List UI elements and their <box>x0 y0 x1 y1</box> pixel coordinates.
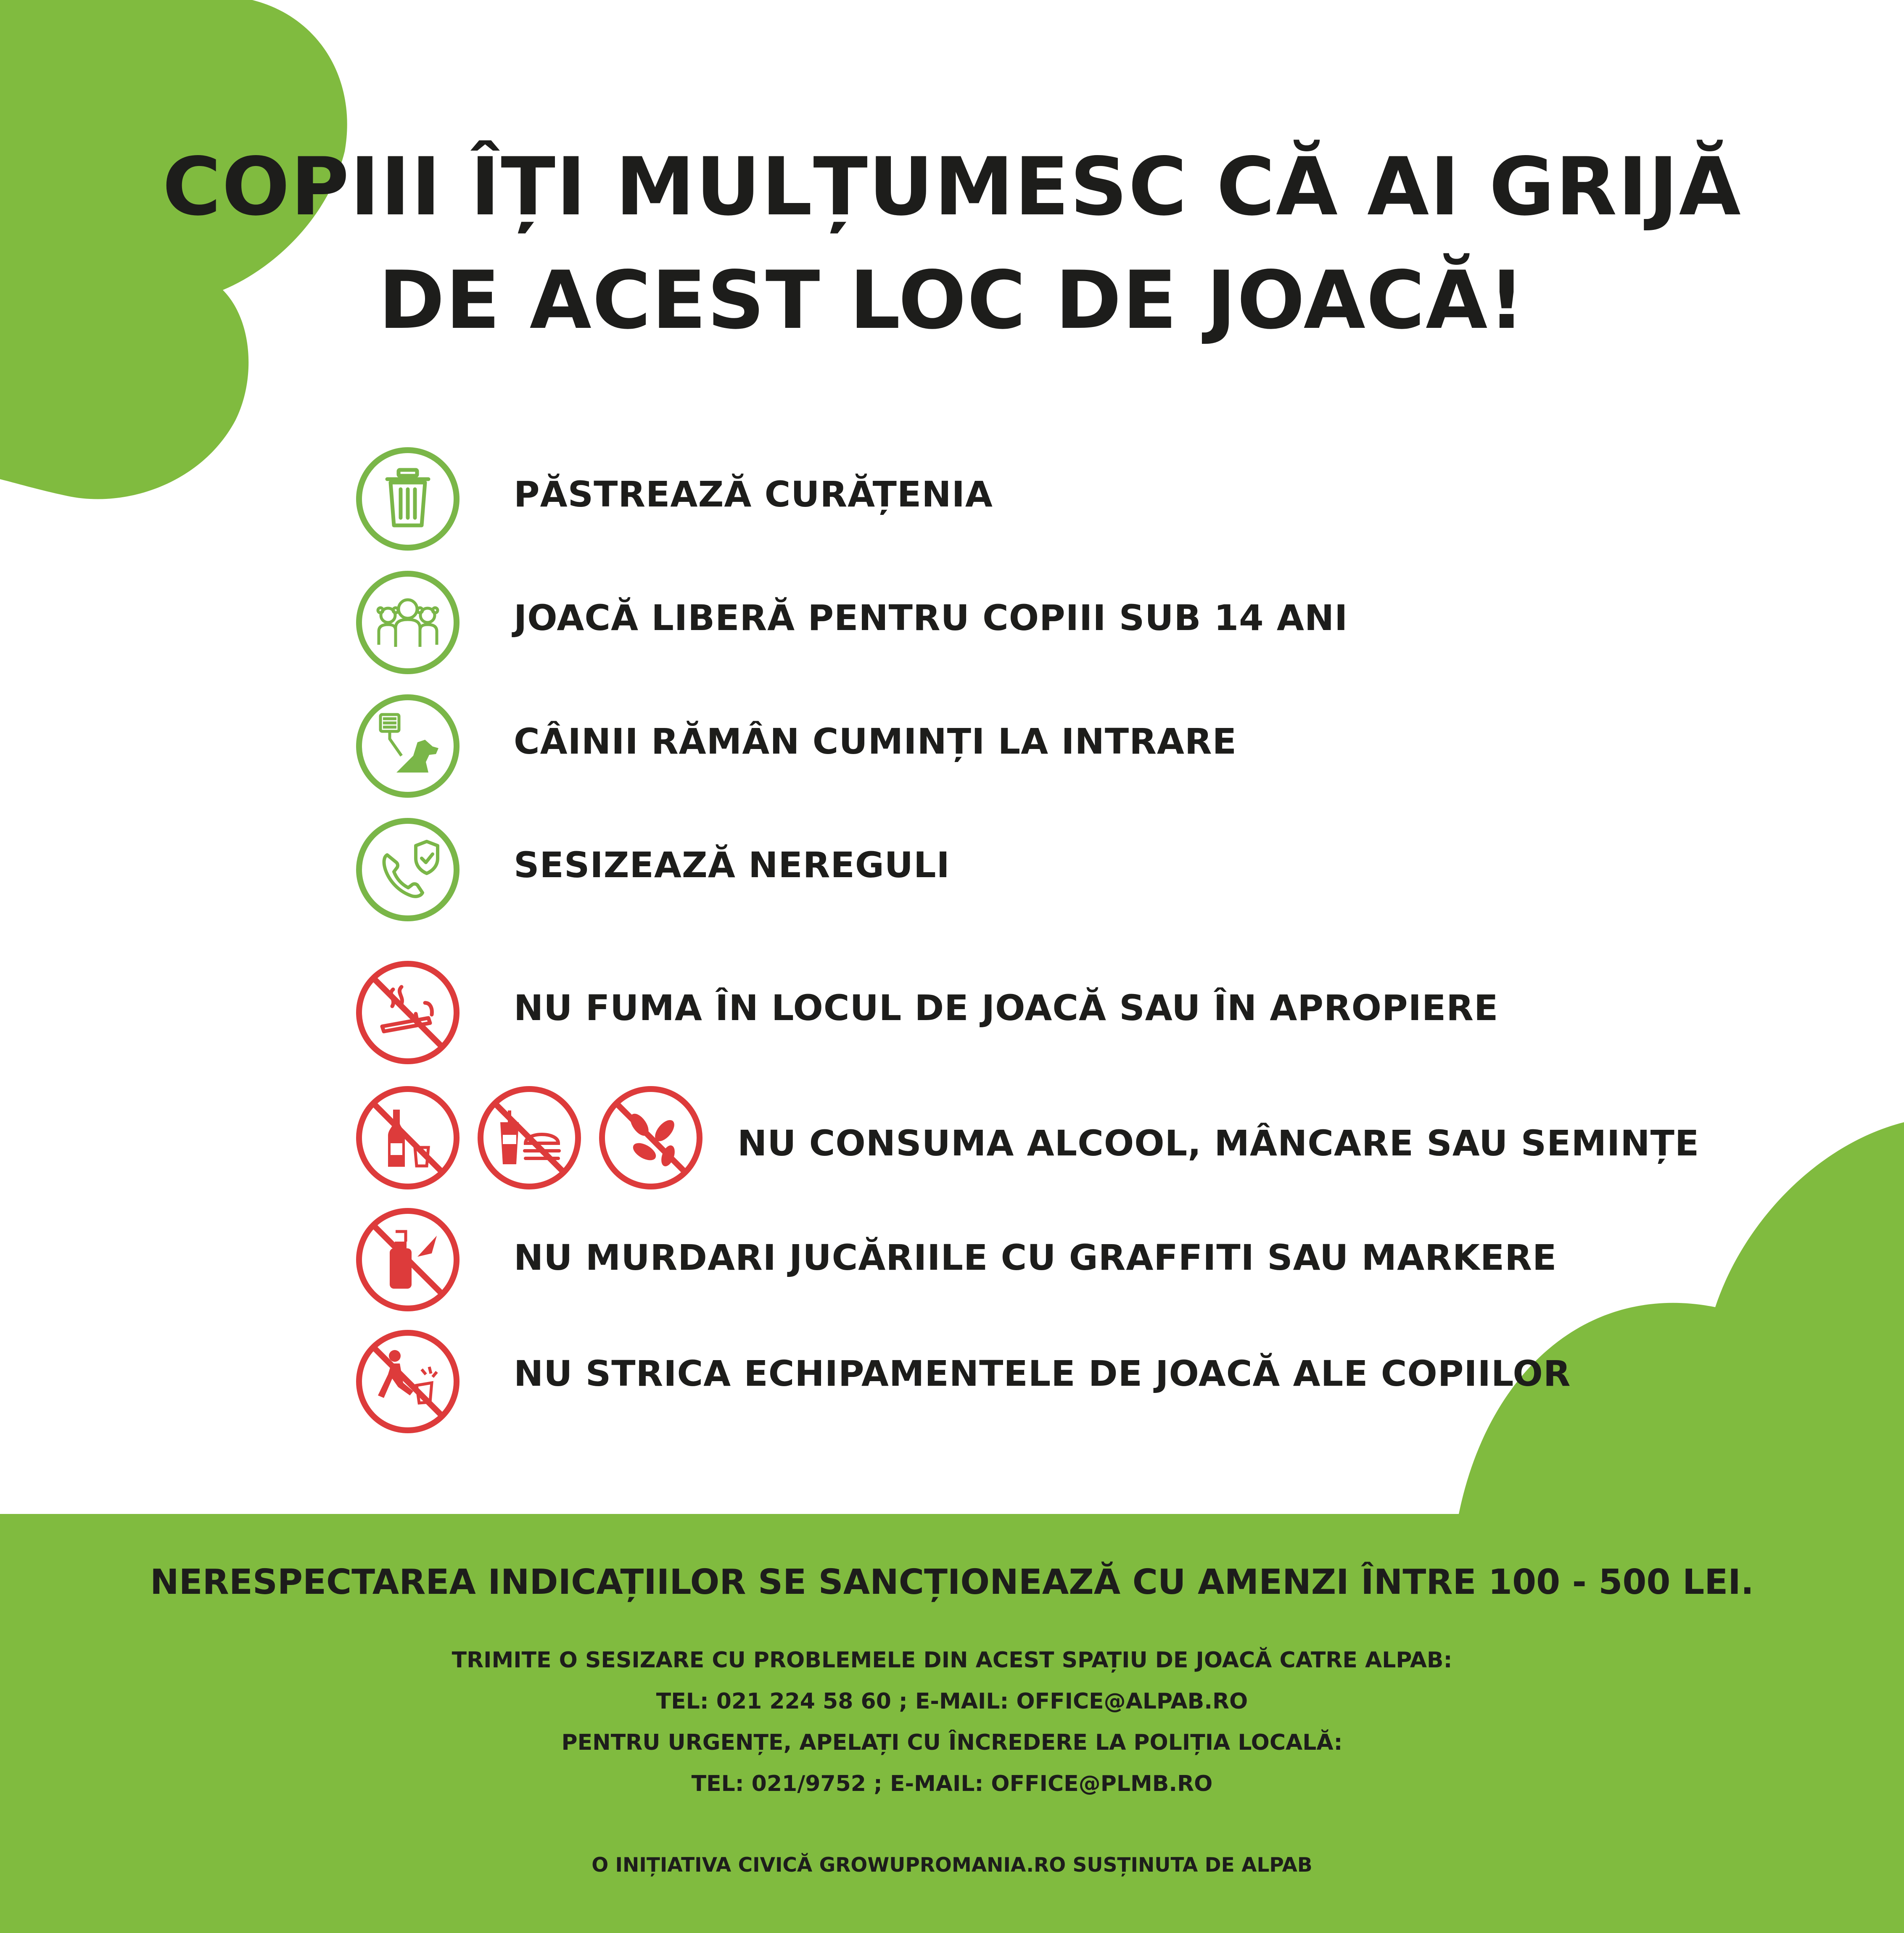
title-line-1: COPIII ÎȚI MULȚUMESC CĂ AI GRIJĂ <box>162 140 1742 233</box>
children-group-icon <box>354 569 461 676</box>
report-line: TRIMITE O SESIZARE CU PROBLEMELE DIN ACEST SPAȚIU DE JOACĂ CATRE ALPAB: <box>452 1648 1452 1673</box>
no-seeds-icon <box>597 1084 704 1191</box>
rule-no-food-alcohol: NU CONSUMA ALCOOL, MÂNCARE SAU SEMINȚE <box>737 1123 1700 1164</box>
decorative-cloud-bottom-right <box>1459 1122 1904 1514</box>
fine-notice: NERESPECTAREA INDICAȚIILOR SE SANCȚIONEAZĂ CU AMENZI ÎNTRE 100 - 500 LEI. <box>150 1562 1754 1602</box>
phone-shield-icon <box>354 816 461 923</box>
alpab-contact: TEL: 021 224 58 60 ; E-MAIL: OFFICE@ALPAB.RO <box>656 1689 1248 1714</box>
no-graffiti-icon <box>354 1206 461 1313</box>
urgent-line: PENTRU URGENȚE, APELAȚI CU ÎNCREDERE LA POLIȚIA LOCALĂ: <box>561 1730 1343 1755</box>
rule-dogs-entrance: CÂINII RĂMÂN CUMINȚI LA INTRARE <box>514 721 1237 762</box>
rule-report-issues: SESIZEAZĂ NEREGULI <box>514 844 950 886</box>
no-vandalism-icon <box>354 1328 461 1435</box>
rule-no-graffiti: NU MURDARI JUCĂRIILE CU GRAFFITI SAU MARKERE <box>514 1237 1557 1278</box>
no-alcohol-icon <box>354 1084 461 1191</box>
title-line-2: DE ACEST LOC DE JOACĂ! <box>378 254 1526 347</box>
rule-keep-clean: PĂSTREAZĂ CURĂȚENIA <box>514 474 993 515</box>
police-contact: TEL: 021/9752 ; E-MAIL: OFFICE@PLMB.RO <box>691 1771 1213 1796</box>
rule-no-vandalism: NU STRICA ECHIPAMENTELE DE JOACĂ ALE COPIILOR <box>514 1353 1571 1394</box>
initiative-credit: O INIȚIATIVA CIVICĂ GROWUPROMANIA.RO SUSȚINUTA DE ALPAB <box>592 1854 1312 1877</box>
rule-free-play: JOACĂ LIBERĂ PENTRU COPIII SUB 14 ANI <box>514 597 1348 638</box>
trash-can-icon <box>354 446 461 552</box>
no-smoking-icon <box>354 959 461 1066</box>
rule-no-smoking: NU FUMA ÎN LOCUL DE JOACĂ SAU ÎN APROPIERE <box>514 987 1499 1028</box>
page-title <box>0 130 1904 357</box>
no-food-icon <box>476 1084 583 1191</box>
dog-at-entrance-icon <box>354 693 461 799</box>
